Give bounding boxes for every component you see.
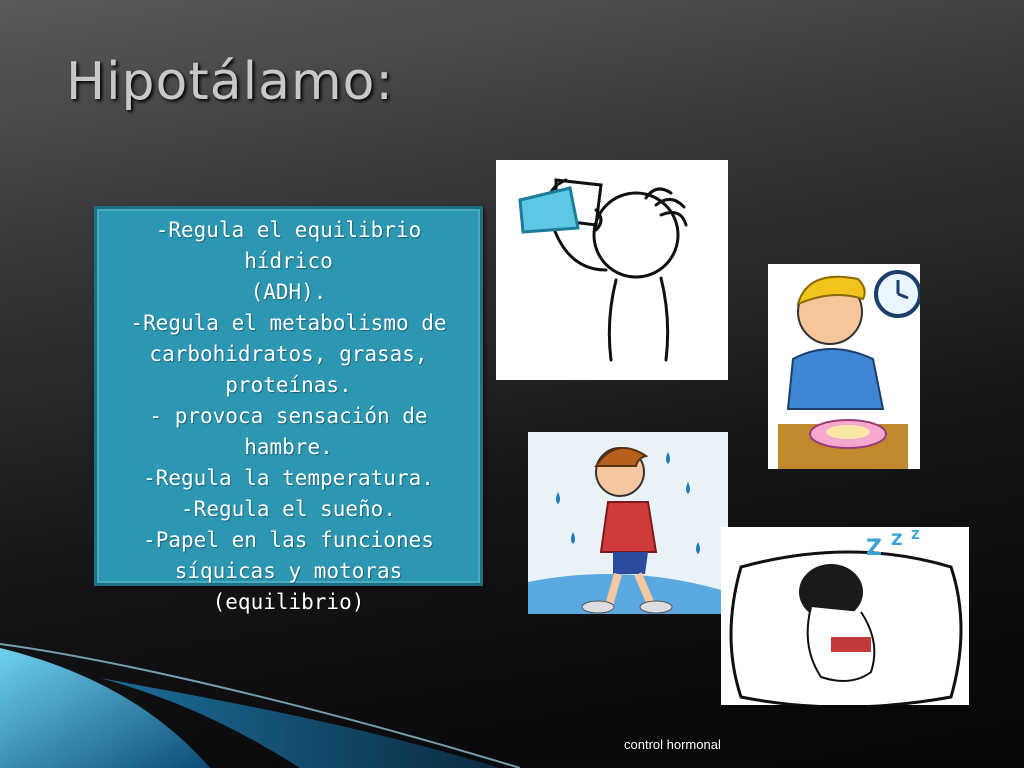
bullet-line: síquicas y motoras (174, 559, 403, 583)
drinking-drawing (496, 160, 728, 380)
bullet-line: -Regula el equilibrio hídrico (155, 218, 422, 273)
runner-drawing (528, 432, 728, 614)
sleeping-drawing (721, 527, 969, 705)
person-drinking-water-image (496, 160, 728, 380)
girl-sleeping-image (721, 527, 969, 705)
content-textbox (94, 206, 483, 614)
svg-text:Z: Z (911, 528, 920, 542)
bullet-line: -Papel en las funciones (143, 528, 434, 552)
bullet-line: -Regula la temperatura. (143, 466, 434, 490)
sweating-runner-image (528, 432, 728, 614)
boy-eating-image (768, 264, 920, 469)
bullet-line: carbohidratos, grasas, (149, 342, 428, 366)
svg-text:Z: Z (891, 530, 903, 549)
eating-drawing (768, 264, 920, 469)
bullet-line: (ADH). (250, 280, 327, 304)
bullet-line: -Regula el metabolismo de (130, 311, 447, 335)
slide-title: Hipotálamo: (66, 52, 394, 112)
bullet-line: (equilibrio) (212, 590, 365, 614)
bullet-line: proteínas. (225, 373, 352, 397)
decorative-swoosh (0, 600, 520, 768)
svg-text:Z: Z (866, 536, 882, 561)
bullet-line: hambre. (244, 435, 333, 459)
bullet-line: - provoca sensación de (149, 404, 428, 428)
footer-text: control hormonal (624, 737, 721, 752)
bullet-line: -Regula el sueño. (181, 497, 396, 521)
